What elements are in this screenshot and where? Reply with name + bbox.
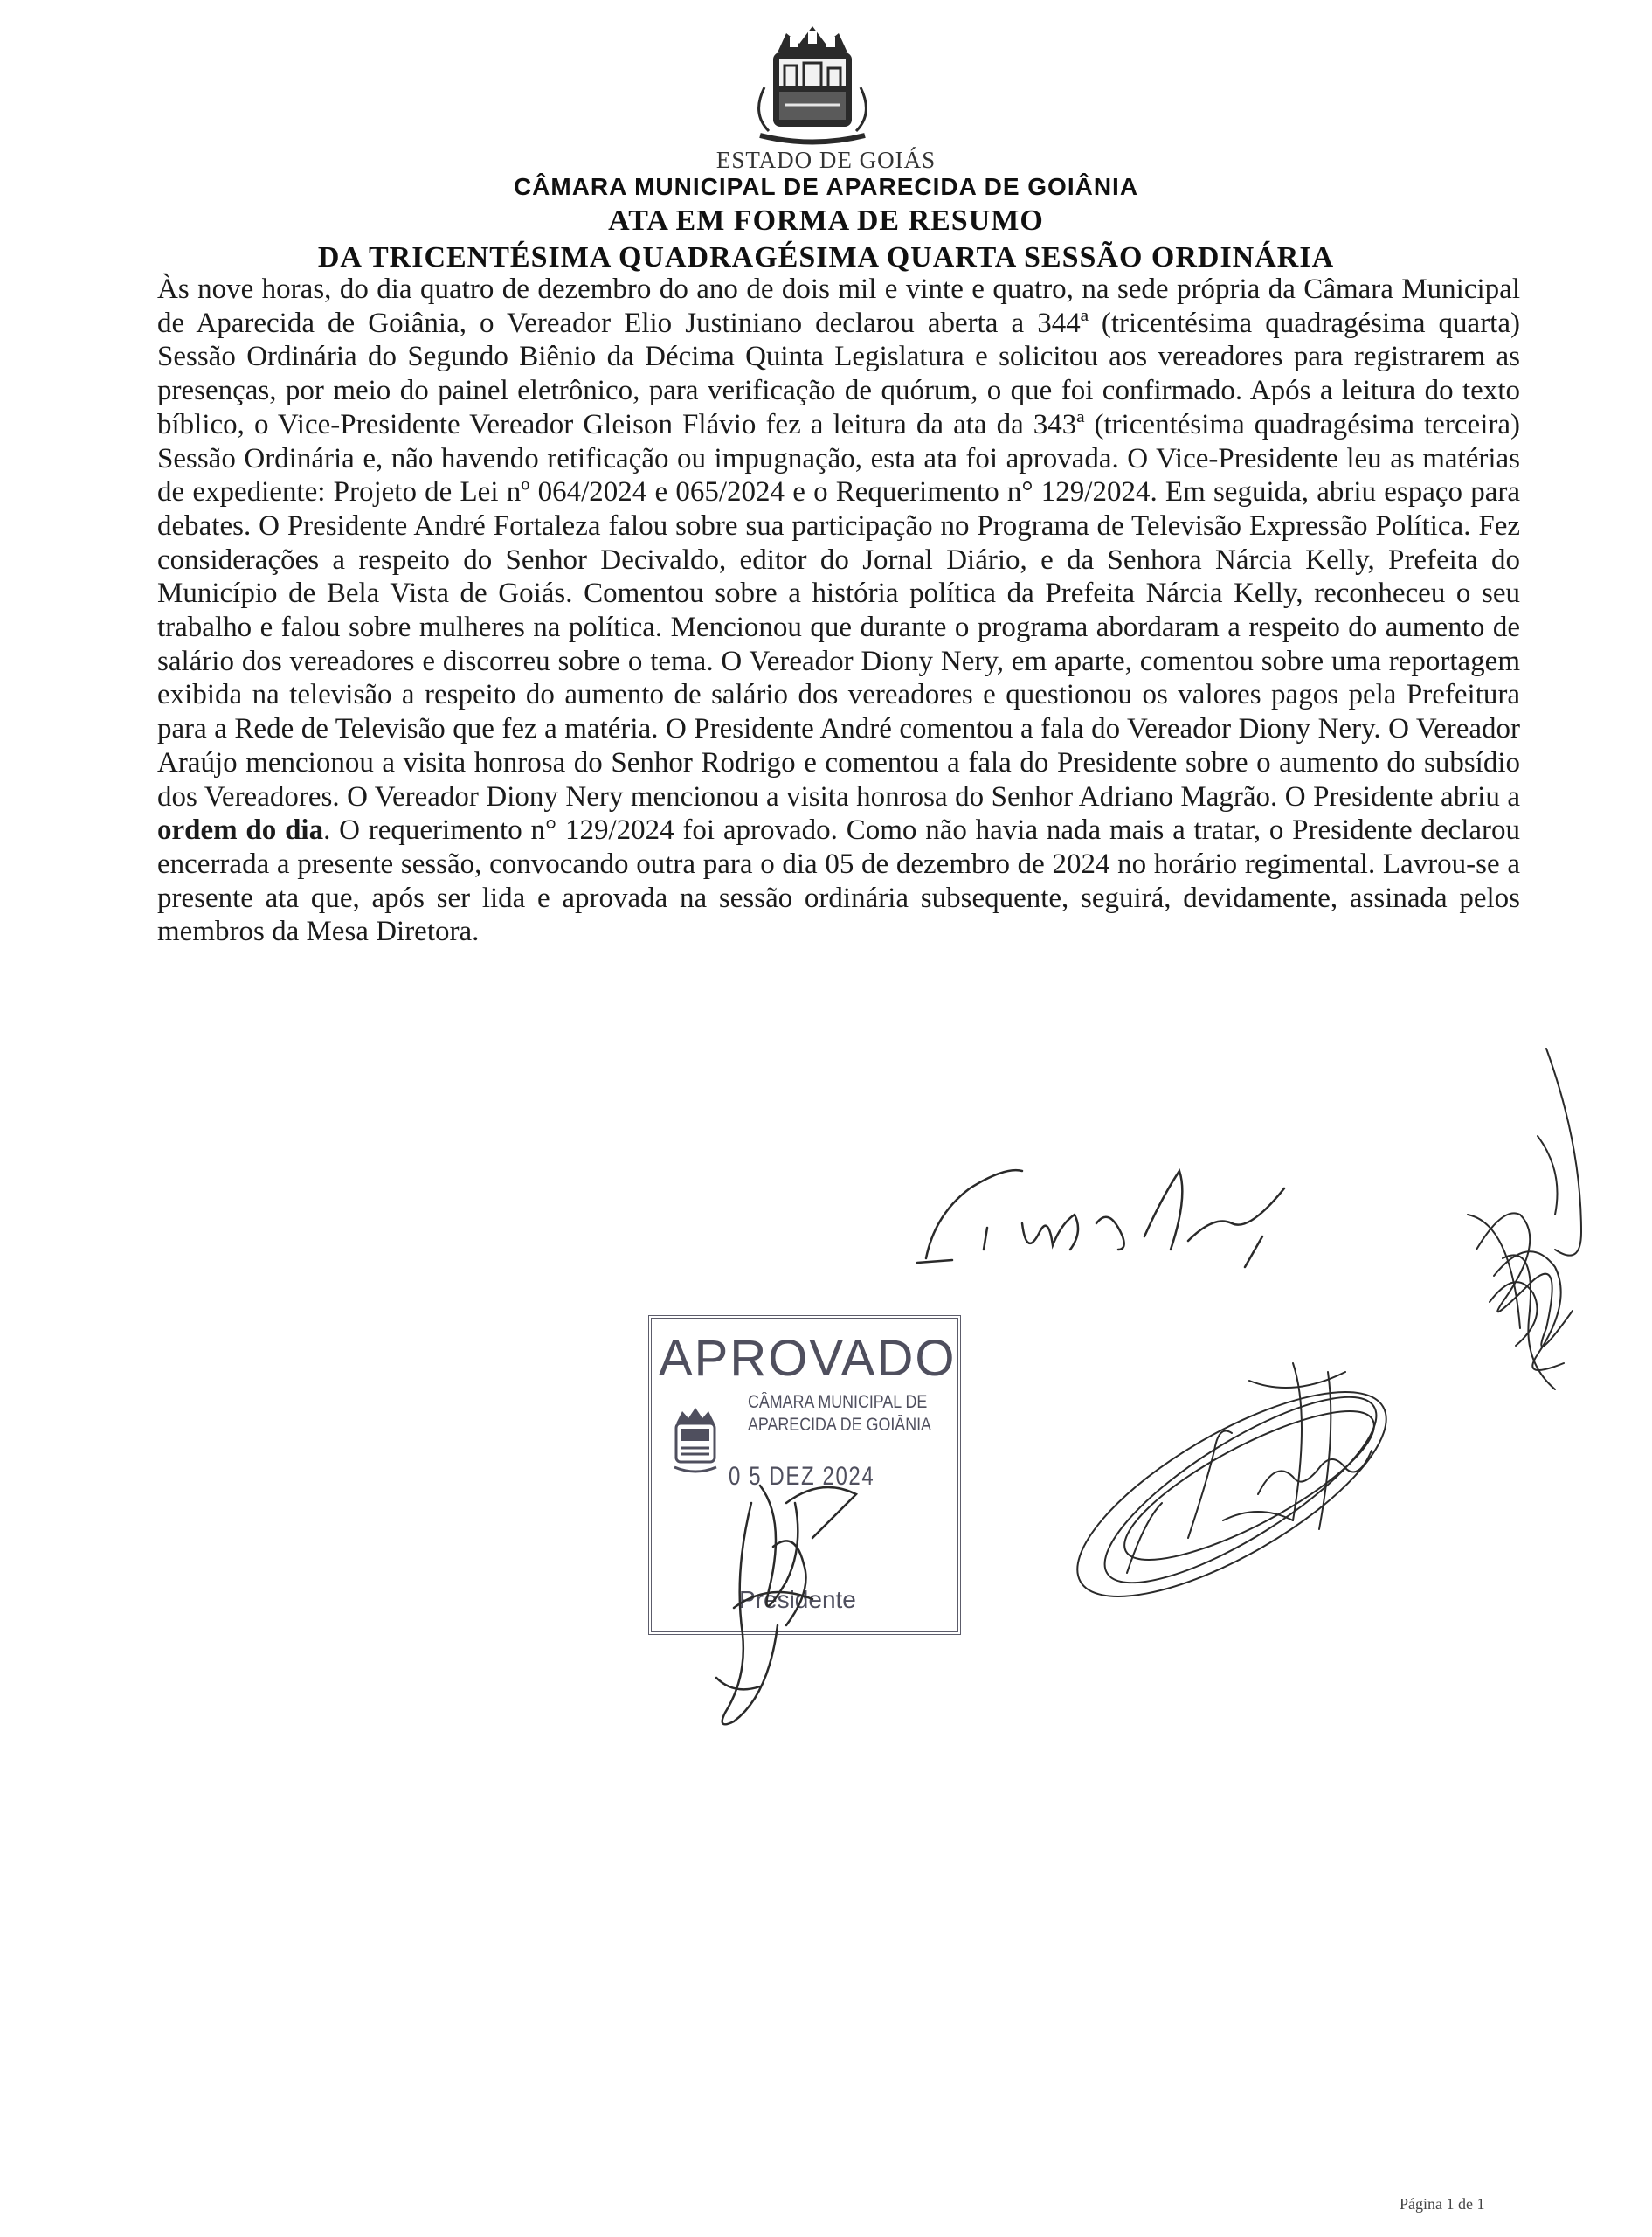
stamp-role: Presidente: [739, 1586, 856, 1613]
signature-secretary: [900, 1118, 1302, 1276]
minutes-text-bold: ordem do dia: [157, 814, 324, 847]
signature-president: [681, 1451, 891, 1739]
minutes-body: [157, 273, 1520, 949]
document-title-line2: DA TRICENTÉSIMA QUADRAGÉSIMA QUARTA SESSÃO ORDINÁRIA: [317, 241, 1335, 274]
document-title-line1: ATA EM FORMA DE RESUMO: [608, 204, 1044, 237]
municipal-crest-emblem: [716, 17, 909, 149]
chamber-name: CÂMARA MUNICIPAL DE APARECIDA DE GOIÂNIA: [513, 173, 1139, 200]
stamp-line1: CÂMARA MUNICIPAL DE: [748, 1392, 928, 1412]
stamp-date: 0 5 DEZ 2024: [729, 1462, 875, 1491]
state-name: ESTADO DE GOIÁS: [715, 147, 937, 173]
stamp-line2: APARECIDA DE GOIÂNIA: [748, 1415, 931, 1435]
minutes-text-part1: Às nove horas, do dia quatro de dezembro do ano de dois mil e vinte e quatro, na sede própria da Câmara Municipal de Aparecida de Goiânia, o Vereador Elio Justiniano declarou aberta a 344ª (tricentésima quadragésima quarta) Sessão Ordinária do Segundo Biênio da Décima Quinta Legislatura e solicitou aos vereadores para registrarem as presenças, por meio do painel eletrônico, para verificação de quórum, o que foi confirmado. Após a leitura do texto bíblico, o Vice-Presidente Vereador Gleison Flávio fez a leitura da ata da 343ª (tricentésima quadragésima terceira) Sessão Ordinária e, não havendo retificação ou impugnação, esta ata foi aprovada. O Vice-Presidente leu as matérias de expediente: Projeto de Lei nº 064/2024 e 065/2024 e o Requerimento n° 129/2024. Em seguida, abriu espaço para debates. O Presidente André Fortaleza falou sobre sua participação no Programa de Televisão Expressão Política. Fez considerações a respeito do Senhor Decivaldo, editor do Jornal Diário, e da Senhora Nárcia Kelly, Prefeita do Município de Bela Vista de Goiás. Comentou sobre a história política da Prefeita Nárcia Kelly, reconheceu o seu trabalho e falou sobre mulheres na política. Mencionou que durante o programa abordaram a respeito do aumento de salário dos vereadores e discorreu sobre o tema. O Vereador Diony Nery, em aparte, comentou sobre uma reportagem exibida na televisão a respeito do aumento de salário dos vereadores e questionou os valores pagos pela Prefeitura para a Rede de Televisão que fez a matéria. O Presidente André comentou a fala do Vereador Diony Nery. O Vereador Araújo mencionou a visita honrosa do Senhor Rodrigo e comentou a fala do Presidente sobre o aumento do subsídio dos Vereadores. O Vereador Diony Nery mencionou a visita honrosa do Senhor Adriano Magrão. O Presidente abriu a: [157, 274, 1520, 813]
signature-vice-president: [1031, 1346, 1450, 1590]
stamp-title: APROVADO: [659, 1330, 957, 1387]
signature-right-margin: [1450, 1040, 1625, 1407]
minutes-text-part2: . O requerimento n° 129/2024 foi aprovado. Como não havia nada mais a tratar, o Presidente declarou encerrada a presente sessão, convocando outra para o dia 05 de dezembro de 2024 no horário regimental. Lavrou-se a presente ata que, após ser lida e aprovada na sessão ordinária subsequente, seguirá, devidamente, assinada pelos membros da Mesa Diretora.: [157, 814, 1521, 948]
page-number: Página 1 de 1: [1400, 2195, 1485, 2213]
